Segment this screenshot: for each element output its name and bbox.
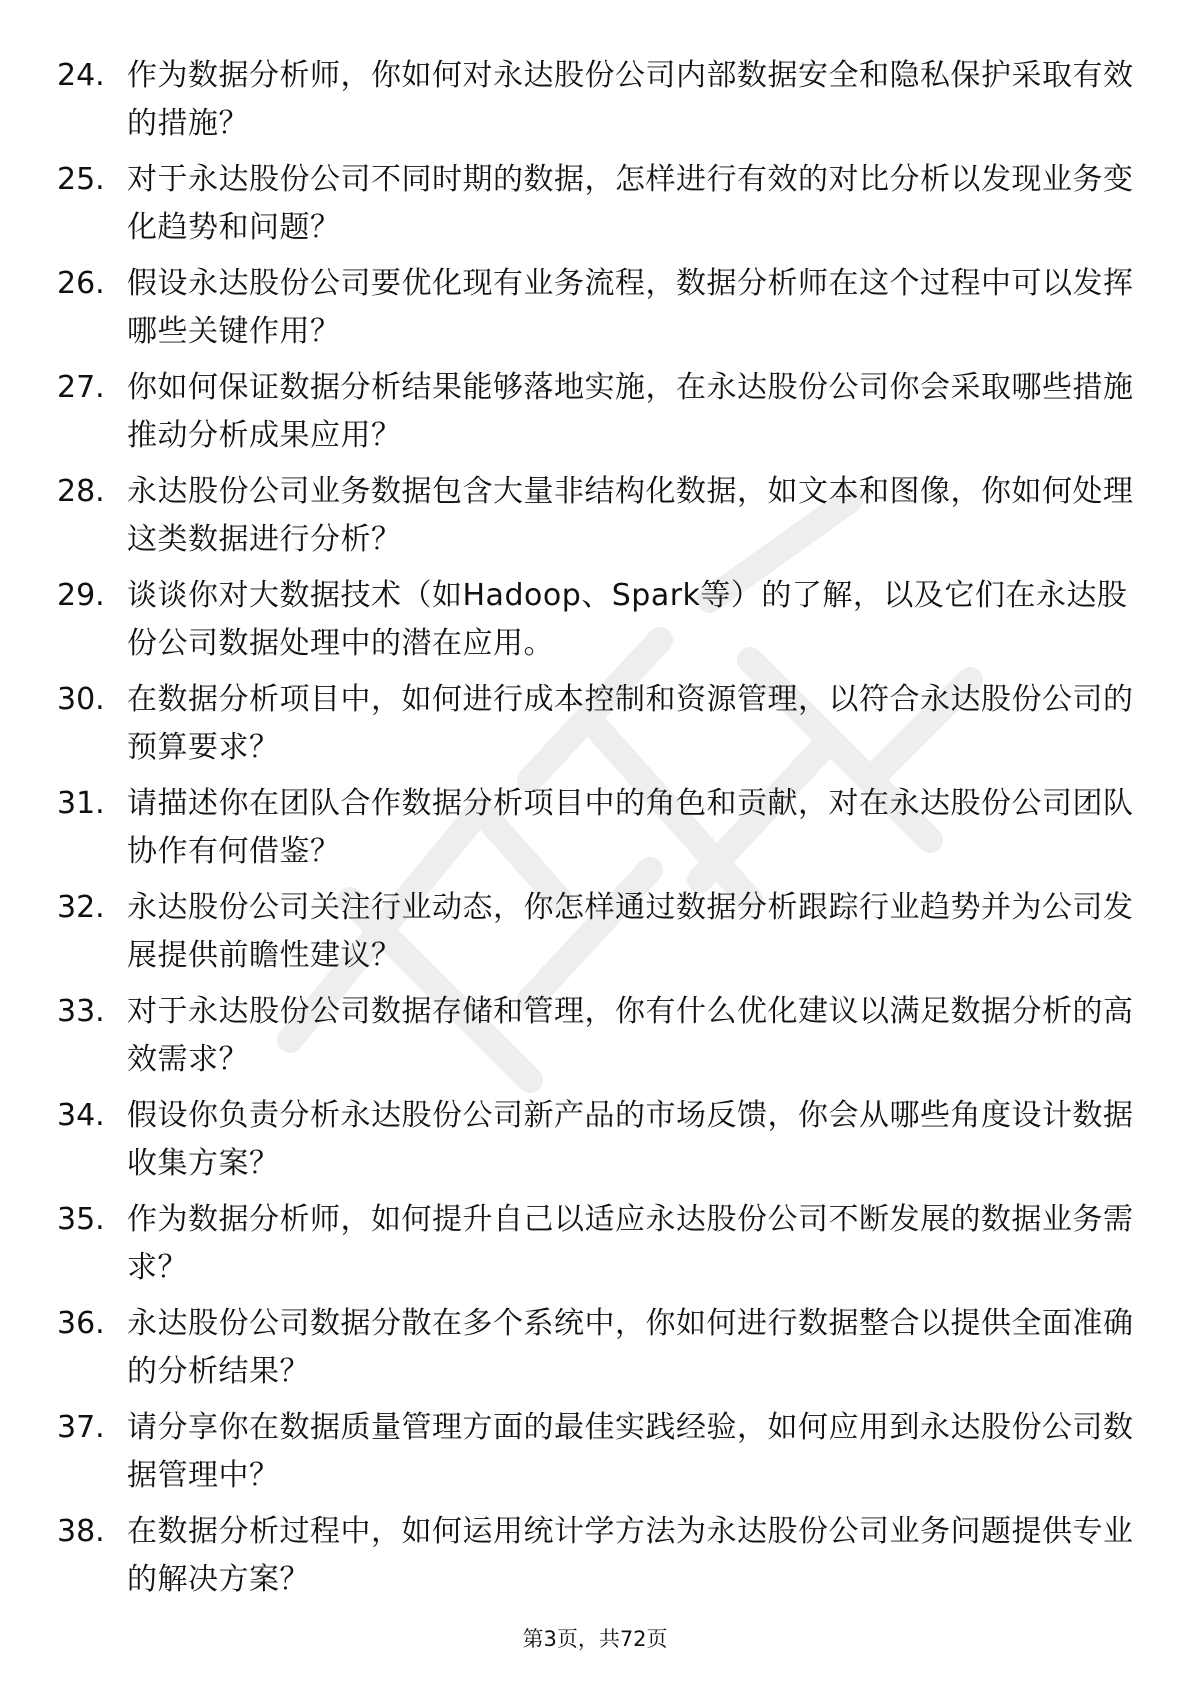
- question-item: [57, 1508, 1137, 1612]
- question-number: 31.: [57, 786, 105, 821]
- question-number: 36.: [57, 1306, 105, 1341]
- question-number: 32.: [57, 890, 105, 925]
- question-number: 28.: [57, 474, 105, 509]
- question-number: 33.: [57, 994, 105, 1029]
- question-text: 作为数据分析师，你如何对永达股份公司内部数据安全和隐私保护采取有效的措施？: [127, 58, 1134, 141]
- question-item: [57, 468, 1137, 572]
- question-item: [57, 1092, 1137, 1196]
- question-item: [57, 676, 1137, 780]
- question-text: 永达股份公司业务数据包含大量非结构化数据，如文本和图像，你如何处理这类数据进行分析？: [127, 474, 1134, 557]
- page-footer: 第3页，共72页: [522, 1627, 668, 1651]
- question-text: 假设永达股份公司要优化现有业务流程，数据分析师在这个过程中可以发挥哪些关键作用？: [127, 266, 1134, 349]
- question-item: [57, 1300, 1137, 1404]
- question-text: 谈谈你对大数据技术（如Hadoop、Spark等）的了解，以及它们在永达股份公司数据处理中的潜在应用。: [127, 578, 1128, 661]
- question-list: [57, 52, 1137, 1612]
- question-number: 25.: [57, 162, 105, 197]
- question-item: [57, 572, 1137, 676]
- question-text: 在数据分析过程中，如何运用统计学方法为永达股份公司业务问题提供专业的解决方案？: [127, 1514, 1134, 1597]
- question-number: 24.: [57, 58, 105, 93]
- question-text: 你如何保证数据分析结果能够落地实施，在永达股份公司你会采取哪些措施推动分析成果应用？: [127, 370, 1134, 453]
- question-item: [57, 884, 1137, 988]
- question-item: [57, 780, 1137, 884]
- question-text: 永达股份公司数据分散在多个系统中，你如何进行数据整合以提供全面准确的分析结果？: [127, 1306, 1134, 1389]
- question-number: 27.: [57, 370, 105, 405]
- question-number: 26.: [57, 266, 105, 301]
- question-text: 在数据分析项目中，如何进行成本控制和资源管理，以符合永达股份公司的预算要求？: [127, 682, 1134, 765]
- question-number: 30.: [57, 682, 105, 717]
- question-text: 假设你负责分析永达股份公司新产品的市场反馈，你会从哪些角度设计数据收集方案？: [127, 1098, 1134, 1181]
- question-text: 对于永达股份公司不同时期的数据，怎样进行有效的对比分析以发现业务变化趋势和问题？: [127, 162, 1134, 245]
- question-text: 作为数据分析师，如何提升自己以适应永达股份公司不断发展的数据业务需求？: [127, 1202, 1134, 1285]
- question-number: 38.: [57, 1514, 105, 1549]
- question-item: [57, 1404, 1137, 1508]
- question-item: [57, 260, 1137, 364]
- question-number: 35.: [57, 1202, 105, 1237]
- question-number: 34.: [57, 1098, 105, 1133]
- question-item: [57, 52, 1137, 156]
- question-text: 永达股份公司关注行业动态，你怎样通过数据分析跟踪行业趋势并为公司发展提供前瞻性建议？: [127, 890, 1134, 973]
- question-number: 29.: [57, 578, 105, 613]
- question-item: [57, 156, 1137, 260]
- question-item: [57, 1196, 1137, 1300]
- question-text: 请描述你在团队合作数据分析项目中的角色和贡献，对在永达股份公司团队协作有何借鉴？: [127, 786, 1134, 869]
- question-number: 37.: [57, 1410, 105, 1445]
- question-item: [57, 988, 1137, 1092]
- question-text: 请分享你在数据质量管理方面的最佳实践经验，如何应用到永达股份公司数据管理中？: [127, 1410, 1134, 1493]
- question-text: 对于永达股份公司数据存储和管理，你有什么优化建议以满足数据分析的高效需求？: [127, 994, 1134, 1077]
- question-item: [57, 364, 1137, 468]
